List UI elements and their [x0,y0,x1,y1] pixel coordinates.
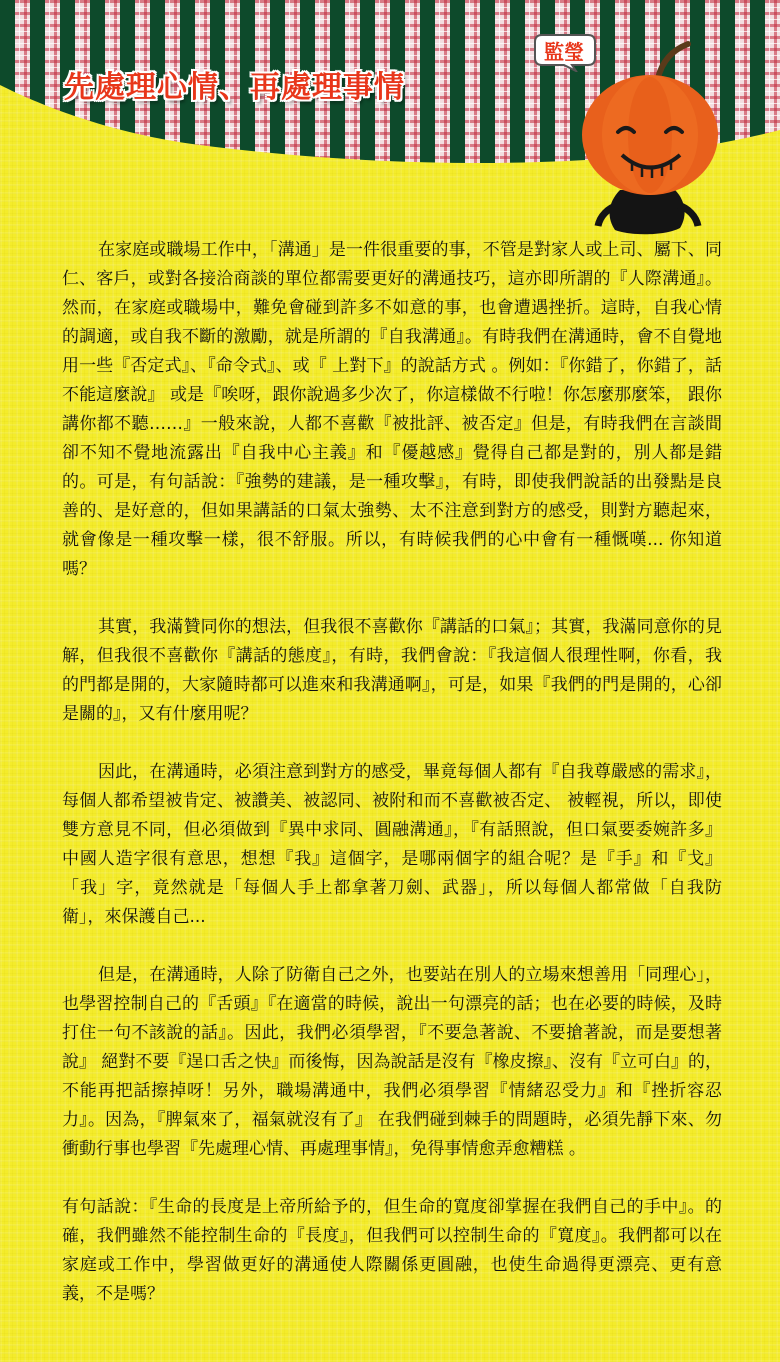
paragraph-4: 但是，在溝通時，人除了防衛自己之外，也要站在別人的立場來想善用「同理心」，也學習控制自己的『舌頭』『在適當的時候，說出一句漂亮的話；也在必要的時候，及時打住一句不該說的話』。因此，我們必須學習，『不要急著說、不要搶著說，而是要想著說』 絕對不要『逞口舌之快』而後悔，因為說話是沒有『橡皮擦』、沒有『立可白』的，不能再把話擦掉呀！另外，職場溝通中，我們必須學習『情緒忍受力』和『挫折容忍力』。因為，『脾氣來了，福氣就沒有了』 在我們碰到棘手的問題時，必須先靜下來、勿衝動行事也學習『先處理心情、再處理事情』，免得事情愈弄愈糟糕 。 [62,965,722,1159]
author-name: 監瑩 [544,40,584,64]
page-title: 先處理心情、再處理事情 [64,70,405,105]
pumpkin-mascot-icon [570,40,735,240]
paragraph-5: 有句話說：『生命的長度是上帝所給予的，但生命的寬度卻掌握在我們自己的手中』。的確，我們雖然不能控制生命的『長度』，但我們可以控制生命的『寬度』。我們都可以在家庭或工作中，學習做更好的溝通使人際關係更圓融，也使生命過得更漂亮、更有意義，不是嗎？ [62,1197,722,1304]
paragraph-2: 其實，我滿贊同你的想法，但我很不喜歡你『講話的口氣』；其實，我滿同意你的見解，但我很不喜歡你『講話的態度』，有時，我們會說：『我這個人很理性啊，你看，我的門都是開的，大家隨時都可以進來和我溝通啊』，可是，如果『我們的門是開的，心卻是關的』，又有什麼用呢？ [62,617,722,724]
paragraph-1: 在家庭或職場工作中，「溝通」是一件很重要的事，不管是對家人或上司、屬下、同仁、客戶，或對各接洽商談的單位都需要更好的溝通技巧，這亦即所謂的『人際溝通』。然而，在家庭或職場中，難免會碰到許多不如意的事，也會遭遇挫折。這時，自我心情的調適，或自我不斷的激勵，就是所謂的『自我溝通』。有時我們在溝通時，會不自覺地用一些『否定式』、『命令式』、或『 上對下』的說話方式 。例如：『你錯了，你錯了，話不能這麼說』 或是『唉呀，跟你說過多少次了，你這樣做不行啦！你怎麼那麼笨， 跟你講你都不聽……』一般來說，人都不喜歡『被批評、被否定』但是，有時我們在言談間卻不知不覺地流露出『自我中心主義』和『優越感』覺得自己都是對的，別人都是錯的。可是，有句話說：『強勢的建議，是一種攻擊』，有時，即使我們說話的出發點是良善的、是好意的，但如果講話的口氣太強勢、太不注意到對方的感受，則對方聽起來，就會像是一種攻擊一樣，很不舒服。所以，有時候我們的心中會有一種慨嘆... 你知道嗎？ [62,240,722,579]
article-body [62,236,722,1338]
paragraph-3: 因此，在溝通時，必須注意到對方的感受，畢竟每個人都有『自我尊嚴感的需求』，每個人都希望被肯定、被讚美、被認同、被附和而不喜歡被否定、 被輕視，所以，即使雙方意見不同，但必須做到『異中求同、圓融溝通』，『有話照說，但口氣要委婉許多』中國人造字很有意思，想想『我』這個字，是哪兩個字的組合呢？是『手』和『戈』「我」字，竟然就是「每個人手上都拿著刀劍、武器」，所以每個人都常做「自我防衛」，來保護自己... [62,762,722,927]
